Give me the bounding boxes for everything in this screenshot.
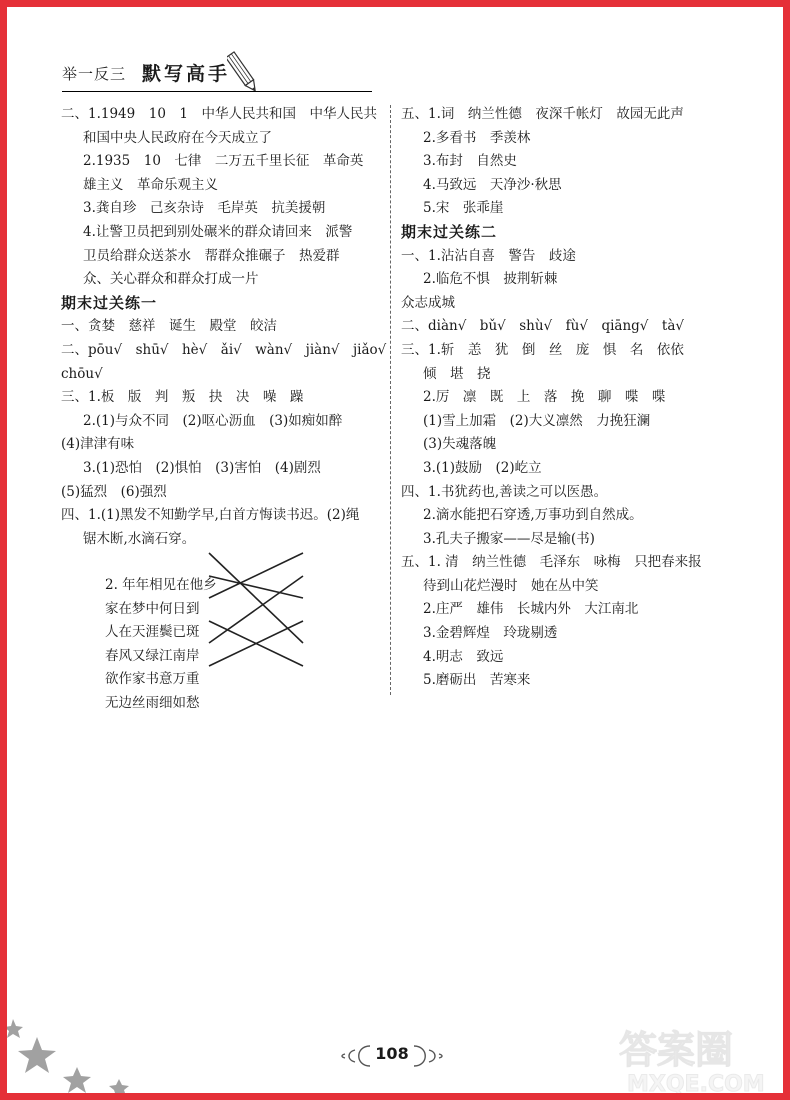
answer-line: 一、贪婪 慈祥 诞生 殿堂 皎洁 xyxy=(61,318,277,335)
match-title: 2. 年年相见在他乡 xyxy=(105,577,217,593)
svg-text:答案圈: 答案圈 xyxy=(619,1028,734,1072)
answer-line: 3.布封 自然史 xyxy=(423,153,517,170)
answer-line: 倾 堪 挠 xyxy=(423,365,491,382)
page-footer xyxy=(337,1038,447,1074)
page xyxy=(7,7,783,1093)
answer-line: 待到山花烂漫时 她在丛中笑 xyxy=(423,577,599,594)
answer-line: 4.明志 致远 xyxy=(423,648,504,665)
match-item: 无边丝雨细如愁 xyxy=(105,694,200,711)
answer-line: 2.庄严 雄伟 长城内外 大江南北 xyxy=(423,601,639,618)
svg-text:MXQE.COM: MXQE.COM xyxy=(627,1072,765,1095)
answer-line: 3.(1)恐怕 (2)惧怕 (3)害怕 (4)剧烈 xyxy=(83,459,321,476)
page-number: 108 xyxy=(375,1044,409,1063)
answer-line: 2.多看书 季羡林 xyxy=(423,129,531,146)
brand-title: 默写高手 xyxy=(142,63,231,85)
match-line xyxy=(209,576,303,643)
answer-line: 一、1.沾沾自喜 警告 歧途 xyxy=(401,247,576,264)
answer-line: 五、1. 清 纳兰性德 毛泽东 咏梅 只把春来报 xyxy=(401,554,702,571)
answer-line: 众、关心群众和群众打成一片 xyxy=(83,271,259,288)
right-column xyxy=(401,103,731,693)
answer-line: 二、1.1949 10 1 中华人民共和国 中华人民共 xyxy=(61,106,378,122)
answer-line: (4)津津有味 xyxy=(61,436,135,453)
match-item: 家在梦中何日到 xyxy=(105,600,200,617)
answer-line: (5)猛烈 (6)强烈 xyxy=(61,483,167,500)
answer-line: 3.孔夫子搬家——尽是输(书) xyxy=(423,530,595,547)
match-line xyxy=(209,553,303,598)
answer-line: 和国中央人民政府在今天成立了 xyxy=(83,129,272,146)
stars-decoration xyxy=(7,7,147,1093)
answer-line: 五、1.词 纳兰性德 夜深千帐灯 故园无此声 xyxy=(401,106,684,122)
answer-line: 3.龚自珍 己亥杂诗 毛岸英 抗美援朝 xyxy=(83,200,326,217)
match-item: 人在天涯鬓已斑 xyxy=(105,624,200,641)
answer-line: 四、1.书犹药也,善读之可以医愚。 xyxy=(401,483,608,500)
answer-line: 二、pōu√ shū√ hè√ ǎi√ wàn√ jiàn√ jiǎo√ xyxy=(61,341,387,358)
watermark-logo xyxy=(619,1025,779,1093)
answer-line: 四、1.(1)黑发不知勤学早,白首方悔读书迟。(2)绳 xyxy=(61,507,360,524)
answer-line: 2.(1)与众不同 (2)呕心沥血 (3)如痴如醉 xyxy=(83,412,343,429)
answer-line: 3.(1)鼓励 (2)屹立 xyxy=(423,459,542,476)
answer-line: 二、diàn√ bǔ√ shù√ fù√ qiāng√ tà√ xyxy=(401,318,684,335)
match-item: 春风又绿江南岸 xyxy=(105,647,200,664)
answer-line: 雄主义 革命乐观主义 xyxy=(83,176,218,193)
match-line xyxy=(209,553,303,643)
answer-line: 5.磨砺出 苦寒来 xyxy=(423,672,531,689)
answer-line: 2.临危不惧 披荆斩棘 xyxy=(423,271,558,288)
answer-line: 三、1.斩 恙 犹 倒 丝 庞 惧 名 依依 xyxy=(401,341,684,358)
brand-series: 举一反三 xyxy=(62,65,127,83)
answer-line: 5.宋 张乖崖 xyxy=(423,200,504,217)
answer-line: 三、1.板 版 判 叛 抉 决 噪 躁 xyxy=(61,389,304,406)
answer-line: (3)失魂落魄 xyxy=(423,436,497,453)
answer-line: 4.让警卫员把到别处碾米的群众请回来 派警 xyxy=(83,223,353,240)
answer-line: 卫员给群众送茶水 帮群众推碾子 热爱群 xyxy=(83,247,340,264)
answer-line: 2.厉 凛 既 上 落 挽 聊 喋 喋 xyxy=(423,389,666,406)
answer-line: 众志成城 xyxy=(401,294,455,311)
answer-line: 锯木断,水滴石穿。 xyxy=(83,530,196,547)
answer-line: chōu√ xyxy=(61,365,103,382)
answer-line: 4.马致远 天净沙·秋思 xyxy=(423,176,562,193)
answer-line: 2.滴水能把石穿透,万事功到自然成。 xyxy=(423,507,643,524)
match-item: 欲作家书意万重 xyxy=(105,671,200,688)
answer-line: 2.1935 10 七律 二万五千里长征 革命英 xyxy=(83,153,364,170)
section-heading: 期末过关练一 xyxy=(61,293,158,312)
section-heading: 期末过关练二 xyxy=(401,222,498,241)
answer-line: 3.金碧辉煌 玲珑剔透 xyxy=(423,625,558,642)
answer-line: (1)雪上加霜 (2)大义凛然 力挽狂澜 xyxy=(423,412,651,429)
